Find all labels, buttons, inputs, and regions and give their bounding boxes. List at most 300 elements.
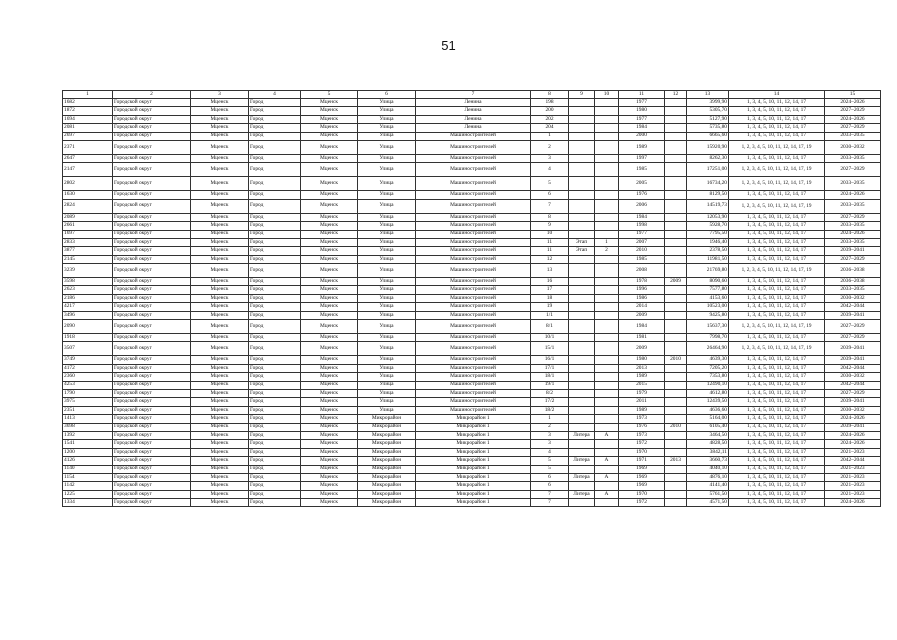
municipality-cell: Мценск <box>191 311 249 319</box>
settlement-cell: Мценск <box>301 389 358 397</box>
settlement-type-cell: Город <box>249 115 301 123</box>
construction-year-cell: 1984 <box>619 320 665 334</box>
municipality-type-cell: Городской округ <box>113 499 191 507</box>
area-cell: 7353,80 <box>687 373 729 381</box>
municipality-cell: Мценск <box>191 440 249 448</box>
repair-period-cell: 2033–2035 <box>825 154 881 162</box>
construction-year-cell: 2009 <box>619 311 665 319</box>
municipality-cell: Мценск <box>191 482 249 490</box>
reconstruction-year-cell <box>665 294 687 302</box>
house-suffix-type-cell <box>569 303 595 311</box>
construction-year-cell: 2009 <box>619 342 665 356</box>
street-name-cell: Машиностроителей <box>416 230 531 238</box>
house-suffix-type-cell <box>569 107 595 115</box>
reconstruction-year-cell <box>665 107 687 115</box>
municipality-cell: Мценск <box>191 364 249 372</box>
house-suffix-cell <box>595 311 619 319</box>
municipality-type-cell: Городской округ <box>113 154 191 162</box>
municipality-cell: Мценск <box>191 490 249 498</box>
construction-year-cell: 1970 <box>619 490 665 498</box>
street-type-cell: Улица <box>358 389 416 397</box>
house-number-cell: 6 <box>531 482 569 490</box>
construction-year-cell: 1973 <box>619 431 665 439</box>
work-types-cell: 1, 3, 4, 5, 10, 11, 12, 14, 17 <box>729 247 825 255</box>
municipality-cell: Мценск <box>191 356 249 364</box>
street-name-cell: Машиностроителей <box>416 381 531 389</box>
municipality-type-cell: Городской округ <box>113 423 191 431</box>
street-type-cell: Улица <box>358 381 416 389</box>
settlement-cell: Мценск <box>301 415 358 423</box>
settlement-cell: Мценск <box>301 311 358 319</box>
area-cell: 4141,40 <box>687 482 729 490</box>
record-id-cell: 1413 <box>63 415 113 423</box>
table-row <box>63 294 881 302</box>
house-suffix-cell: А <box>595 457 619 465</box>
repair-period-cell: 2021–2023 <box>825 490 881 498</box>
area-cell: 1946,40 <box>687 238 729 246</box>
work-types-cell: 1, 3, 4, 5, 10, 11, 12, 14, 17 <box>729 406 825 414</box>
house-suffix-cell <box>595 482 619 490</box>
table-row <box>63 473 881 481</box>
work-types-cell: 1, 3, 4, 5, 10, 11, 12, 14, 17 <box>729 356 825 364</box>
street-name-cell: Микрорайон 1 <box>416 423 531 431</box>
table-row <box>63 465 881 473</box>
construction-year-cell: 1978 <box>619 278 665 286</box>
work-types-cell: 1, 3, 4, 5, 10, 11, 12, 14, 17 <box>729 303 825 311</box>
reconstruction-year-cell <box>665 440 687 448</box>
repair-period-cell: 2030–2032 <box>825 373 881 381</box>
column-header: 6 <box>358 91 416 99</box>
house-number-cell: 16 <box>531 278 569 286</box>
construction-year-cell: 1985 <box>619 163 665 177</box>
house-suffix-type-cell: Этап <box>569 238 595 246</box>
reconstruction-year-cell <box>665 373 687 381</box>
settlement-type-cell: Город <box>249 406 301 414</box>
construction-year-cell: 1977 <box>619 230 665 238</box>
work-types-cell: 1, 3, 4, 5, 10, 11, 12, 14, 17 <box>729 255 825 263</box>
street-name-cell: Микрорайон 1 <box>416 457 531 465</box>
work-types-cell: 1, 3, 4, 5, 10, 11, 12, 14, 17 <box>729 457 825 465</box>
municipality-type-cell: Городской округ <box>113 448 191 456</box>
street-type-cell: Улица <box>358 132 416 140</box>
record-id-cell: 4172 <box>63 364 113 372</box>
street-name-cell: Машиностроителей <box>416 294 531 302</box>
reconstruction-year-cell <box>665 191 687 199</box>
record-id-cell: 4126 <box>63 457 113 465</box>
settlement-cell: Мценск <box>301 124 358 132</box>
municipality-type-cell: Городской округ <box>113 406 191 414</box>
repair-period-cell: 2042–2044 <box>825 457 881 465</box>
municipality-type-cell: Городской округ <box>113 238 191 246</box>
house-number-cell: 4 <box>531 448 569 456</box>
municipality-cell: Мценск <box>191 124 249 132</box>
municipality-type-cell: Городской округ <box>113 163 191 177</box>
municipality-cell: Мценск <box>191 398 249 406</box>
record-id-cell: 1682 <box>63 99 113 107</box>
house-suffix-cell <box>595 342 619 356</box>
record-id-cell: 2623 <box>63 286 113 294</box>
house-suffix-type-cell <box>569 342 595 356</box>
work-types-cell: 1, 3, 4, 5, 10, 11, 12, 14, 17 <box>729 482 825 490</box>
table-row <box>63 389 881 397</box>
construction-year-cell: 1985 <box>619 255 665 263</box>
house-suffix-type-cell <box>569 99 595 107</box>
record-id-cell: 1918 <box>63 334 113 342</box>
table-row <box>63 222 881 230</box>
record-id-cell: 1790 <box>63 389 113 397</box>
street-type-cell: Микрорайон <box>358 465 416 473</box>
municipality-cell: Мценск <box>191 247 249 255</box>
record-id-cell: 1200 <box>63 448 113 456</box>
street-type-cell: Микрорайон <box>358 490 416 498</box>
area-cell: 4639,30 <box>687 356 729 364</box>
area-cell: 10523,00 <box>687 303 729 311</box>
column-header: 11 <box>619 91 665 99</box>
house-suffix-cell <box>595 364 619 372</box>
reconstruction-year-cell <box>665 364 687 372</box>
house-suffix-type-cell <box>569 415 595 423</box>
reconstruction-year-cell <box>665 406 687 414</box>
table-row <box>63 115 881 123</box>
street-type-cell: Улица <box>358 213 416 221</box>
settlement-cell: Мценск <box>301 163 358 177</box>
construction-year-cell: 1981 <box>619 334 665 342</box>
street-type-cell: Улица <box>358 303 416 311</box>
house-number-cell: 1 <box>531 415 569 423</box>
area-cell: 12490,10 <box>687 381 729 389</box>
record-id-cell: 2824 <box>63 199 113 213</box>
house-suffix-type-cell <box>569 222 595 230</box>
work-types-cell: 1, 3, 4, 5, 10, 11, 12, 14, 17 <box>729 115 825 123</box>
settlement-cell: Мценск <box>301 199 358 213</box>
street-name-cell: Машиностроителей <box>416 389 531 397</box>
repair-period-cell: 2039–2041 <box>825 311 881 319</box>
municipality-type-cell: Городской округ <box>113 482 191 490</box>
settlement-type-cell: Город <box>249 415 301 423</box>
house-suffix-type-cell <box>569 213 595 221</box>
municipality-type-cell: Городской округ <box>113 342 191 356</box>
settlement-cell: Мценск <box>301 431 358 439</box>
construction-year-cell: 2007 <box>619 238 665 246</box>
table-row <box>63 457 881 465</box>
house-suffix-cell <box>595 140 619 154</box>
reconstruction-year-cell <box>665 311 687 319</box>
work-types-cell: 1, 3, 4, 5, 10, 11, 12, 14, 17 <box>729 381 825 389</box>
area-cell: 5305,70 <box>687 107 729 115</box>
settlement-type-cell: Город <box>249 334 301 342</box>
construction-year-cell: 2011 <box>619 398 665 406</box>
street-type-cell: Микрорайон <box>358 457 416 465</box>
municipality-cell: Мценск <box>191 373 249 381</box>
municipality-type-cell: Городской округ <box>113 115 191 123</box>
construction-year-cell: 1969 <box>619 482 665 490</box>
area-cell: 7205,20 <box>687 364 729 372</box>
reconstruction-year-cell <box>665 431 687 439</box>
municipality-cell: Мценск <box>191 222 249 230</box>
work-types-cell: 1, 3, 4, 5, 10, 11, 12, 14, 17 <box>729 294 825 302</box>
reconstruction-year-cell <box>665 334 687 342</box>
work-types-cell: 1, 3, 4, 5, 10, 11, 12, 14, 17 <box>729 431 825 439</box>
settlement-cell: Мценск <box>301 222 358 230</box>
table-row <box>63 356 881 364</box>
reconstruction-year-cell <box>665 482 687 490</box>
street-name-cell: Микрорайон 1 <box>416 431 531 439</box>
house-number-cell: 202 <box>531 115 569 123</box>
street-name-cell: Машиностроителей <box>416 398 531 406</box>
area-cell: 7998,70 <box>687 334 729 342</box>
settlement-cell: Мценск <box>301 482 358 490</box>
repair-period-cell: 2024–2026 <box>825 115 881 123</box>
construction-year-cell: 1989 <box>619 373 665 381</box>
reconstruction-year-cell <box>665 342 687 356</box>
house-suffix-type-cell <box>569 132 595 140</box>
work-types-cell: 1, 3, 4, 5, 10, 11, 12, 14, 17 <box>729 191 825 199</box>
municipality-type-cell: Городской округ <box>113 465 191 473</box>
record-id-cell: 2145 <box>63 255 113 263</box>
construction-year-cell: 2015 <box>619 381 665 389</box>
house-suffix-cell: А <box>595 473 619 481</box>
repair-period-cell: 2024–2026 <box>825 440 881 448</box>
repair-period-cell: 2033–2035 <box>825 222 881 230</box>
construction-year-cell: 2010 <box>619 247 665 255</box>
work-types-cell: 1, 3, 4, 5, 10, 11, 12, 14, 17 <box>729 499 825 507</box>
municipality-cell: Мценск <box>191 303 249 311</box>
house-suffix-type-cell <box>569 406 595 414</box>
settlement-cell: Мценск <box>301 490 358 498</box>
municipality-type-cell: Городской округ <box>113 222 191 230</box>
table-row <box>63 398 881 406</box>
municipality-cell: Мценск <box>191 199 249 213</box>
settlement-cell: Мценск <box>301 294 358 302</box>
house-suffix-type-cell <box>569 381 595 389</box>
reconstruction-year-cell <box>665 255 687 263</box>
house-number-cell: 2 <box>531 423 569 431</box>
reconstruction-year-cell <box>665 199 687 213</box>
house-suffix-type-cell <box>569 423 595 431</box>
settlement-type-cell: Город <box>249 482 301 490</box>
settlement-type-cell: Город <box>249 154 301 162</box>
repair-period-cell: 2030–2032 <box>825 294 881 302</box>
table-row <box>63 381 881 389</box>
house-number-cell: 5 <box>531 465 569 473</box>
area-cell: 3999,90 <box>687 99 729 107</box>
area-cell: 5164,00 <box>687 415 729 423</box>
municipality-type-cell: Городской округ <box>113 213 191 221</box>
area-cell: 8129,50 <box>687 191 729 199</box>
table-row <box>63 482 881 490</box>
record-id-cell: 3749 <box>63 356 113 364</box>
municipality-type-cell: Городской округ <box>113 364 191 372</box>
house-suffix-type-cell <box>569 230 595 238</box>
settlement-cell: Мценск <box>301 423 358 431</box>
settlement-cell: Мценск <box>301 247 358 255</box>
settlement-type-cell: Город <box>249 398 301 406</box>
house-number-cell: 18/1 <box>531 373 569 381</box>
municipality-cell: Мценск <box>191 99 249 107</box>
record-id-cell: 1392 <box>63 431 113 439</box>
settlement-type-cell: Город <box>249 264 301 278</box>
reconstruction-year-cell <box>665 398 687 406</box>
settlement-cell: Мценск <box>301 230 358 238</box>
settlement-cell: Мценск <box>301 99 358 107</box>
repair-period-cell: 2033–2035 <box>825 286 881 294</box>
work-types-cell: 1, 2, 3, 4, 5, 10, 11, 12, 14, 17, 19 <box>729 177 825 191</box>
settlement-cell: Мценск <box>301 140 358 154</box>
street-type-cell: Микрорайон <box>358 482 416 490</box>
settlement-type-cell: Город <box>249 389 301 397</box>
house-number-cell: 7 <box>531 499 569 507</box>
table-row <box>63 264 881 278</box>
area-cell: 2378,50 <box>687 247 729 255</box>
municipality-type-cell: Городской округ <box>113 440 191 448</box>
reconstruction-year-cell: 2010 <box>665 356 687 364</box>
street-name-cell: Микрорайон 1 <box>416 440 531 448</box>
area-cell: 4040,10 <box>687 465 729 473</box>
area-cell: 5761,50 <box>687 490 729 498</box>
street-type-cell: Улица <box>358 163 416 177</box>
house-suffix-type-cell <box>569 320 595 334</box>
area-cell: 17251,00 <box>687 163 729 177</box>
record-id-cell: 1334 <box>63 499 113 507</box>
house-suffix-type-cell <box>569 364 595 372</box>
reconstruction-year-cell <box>665 473 687 481</box>
repair-period-cell: 2042–2044 <box>825 364 881 372</box>
work-types-cell: 1, 3, 4, 5, 10, 11, 12, 14, 17 <box>729 473 825 481</box>
house-suffix-cell: А <box>595 431 619 439</box>
table-row <box>63 499 881 507</box>
work-types-cell: 1, 3, 4, 5, 10, 11, 12, 14, 17 <box>729 490 825 498</box>
area-cell: 4153,60 <box>687 294 729 302</box>
settlement-type-cell: Город <box>249 499 301 507</box>
settlement-cell: Мценск <box>301 191 358 199</box>
repair-period-cell: 2024–2026 <box>825 230 881 238</box>
municipality-type-cell: Городской округ <box>113 230 191 238</box>
construction-year-cell: 1984 <box>619 124 665 132</box>
street-type-cell: Микрорайон <box>358 415 416 423</box>
house-suffix-type-cell <box>569 294 595 302</box>
municipality-cell: Мценск <box>191 499 249 507</box>
municipality-type-cell: Городской округ <box>113 303 191 311</box>
municipality-type-cell: Городской округ <box>113 457 191 465</box>
area-cell: 6105,40 <box>687 423 729 431</box>
reconstruction-year-cell: 2013 <box>665 457 687 465</box>
house-number-cell: 5 <box>531 457 569 465</box>
settlement-type-cell: Город <box>249 320 301 334</box>
reconstruction-year-cell <box>665 286 687 294</box>
municipality-cell: Мценск <box>191 473 249 481</box>
municipality-cell: Мценск <box>191 230 249 238</box>
settlement-cell: Мценск <box>301 320 358 334</box>
house-number-cell: 4 <box>531 163 569 177</box>
settlement-type-cell: Город <box>249 213 301 221</box>
house-suffix-type-cell <box>569 334 595 342</box>
construction-year-cell: 1969 <box>619 465 665 473</box>
street-name-cell: Машиностроителей <box>416 373 531 381</box>
housing-registry-table <box>62 90 881 507</box>
house-suffix-cell <box>595 286 619 294</box>
work-types-cell: 1, 3, 4, 5, 10, 11, 12, 14, 17 <box>729 389 825 397</box>
house-suffix-cell <box>595 294 619 302</box>
municipality-type-cell: Городской округ <box>113 398 191 406</box>
record-id-cell: 2351 <box>63 406 113 414</box>
table-row <box>63 213 881 221</box>
repair-period-cell: 2027–2029 <box>825 320 881 334</box>
repair-period-cell: 2027–2029 <box>825 163 881 177</box>
reconstruction-year-cell <box>665 247 687 255</box>
settlement-type-cell: Город <box>249 191 301 199</box>
area-cell: 8090,60 <box>687 278 729 286</box>
construction-year-cell: 2006 <box>619 199 665 213</box>
column-header: 2 <box>113 91 191 99</box>
street-type-cell: Улица <box>358 199 416 213</box>
municipality-type-cell: Городской округ <box>113 431 191 439</box>
construction-year-cell: 1986 <box>619 294 665 302</box>
street-type-cell: Улица <box>358 247 416 255</box>
reconstruction-year-cell <box>665 163 687 177</box>
house-suffix-type-cell <box>569 398 595 406</box>
area-cell: 4571,50 <box>687 499 729 507</box>
reconstruction-year-cell <box>665 213 687 221</box>
work-types-cell: 1, 3, 4, 5, 10, 11, 12, 14, 17 <box>729 398 825 406</box>
house-suffix-type-cell <box>569 199 595 213</box>
construction-year-cell: 1973 <box>619 415 665 423</box>
record-id-cell: 1694 <box>63 115 113 123</box>
settlement-type-cell: Город <box>249 99 301 107</box>
table-row <box>63 415 881 423</box>
construction-year-cell: 1977 <box>619 115 665 123</box>
house-suffix-cell <box>595 499 619 507</box>
house-number-cell: 204 <box>531 124 569 132</box>
repair-period-cell: 2024–2026 <box>825 499 881 507</box>
house-suffix-cell <box>595 99 619 107</box>
column-header: 5 <box>301 91 358 99</box>
settlement-cell: Мценск <box>301 457 358 465</box>
column-header: 3 <box>191 91 249 99</box>
repair-period-cell: 2036–2038 <box>825 278 881 286</box>
street-type-cell: Улица <box>358 373 416 381</box>
repair-period-cell: 2027–2029 <box>825 107 881 115</box>
reconstruction-year-cell: 2010 <box>665 423 687 431</box>
municipality-cell: Мценск <box>191 255 249 263</box>
record-id-cell: 2090 <box>63 320 113 334</box>
house-suffix-cell <box>595 423 619 431</box>
reconstruction-year-cell <box>665 490 687 498</box>
municipality-cell: Мценск <box>191 115 249 123</box>
work-types-cell: 1, 3, 4, 5, 10, 11, 12, 14, 17 <box>729 154 825 162</box>
settlement-type-cell: Город <box>249 473 301 481</box>
area-cell: 8262,30 <box>687 154 729 162</box>
construction-year-cell: 1972 <box>619 499 665 507</box>
house-suffix-cell <box>595 199 619 213</box>
construction-year-cell: 2013 <box>619 364 665 372</box>
house-number-cell: 3 <box>531 154 569 162</box>
house-number-cell: 6 <box>531 473 569 481</box>
street-type-cell: Микрорайон <box>358 440 416 448</box>
settlement-cell: Мценск <box>301 154 358 162</box>
repair-period-cell: 2039–2041 <box>825 398 881 406</box>
municipality-type-cell: Городской округ <box>113 278 191 286</box>
street-name-cell: Машиностроителей <box>416 222 531 230</box>
repair-period-cell: 2021–2023 <box>825 482 881 490</box>
area-cell: 5127,90 <box>687 115 729 123</box>
area-cell: 12053,90 <box>687 213 729 221</box>
street-name-cell: Машиностроителей <box>416 247 531 255</box>
settlement-type-cell: Город <box>249 132 301 140</box>
municipality-cell: Мценск <box>191 264 249 278</box>
repair-period-cell: 2033–2035 <box>825 132 881 140</box>
area-cell: 26464,90 <box>687 342 729 356</box>
repair-period-cell: 2021–2023 <box>825 448 881 456</box>
